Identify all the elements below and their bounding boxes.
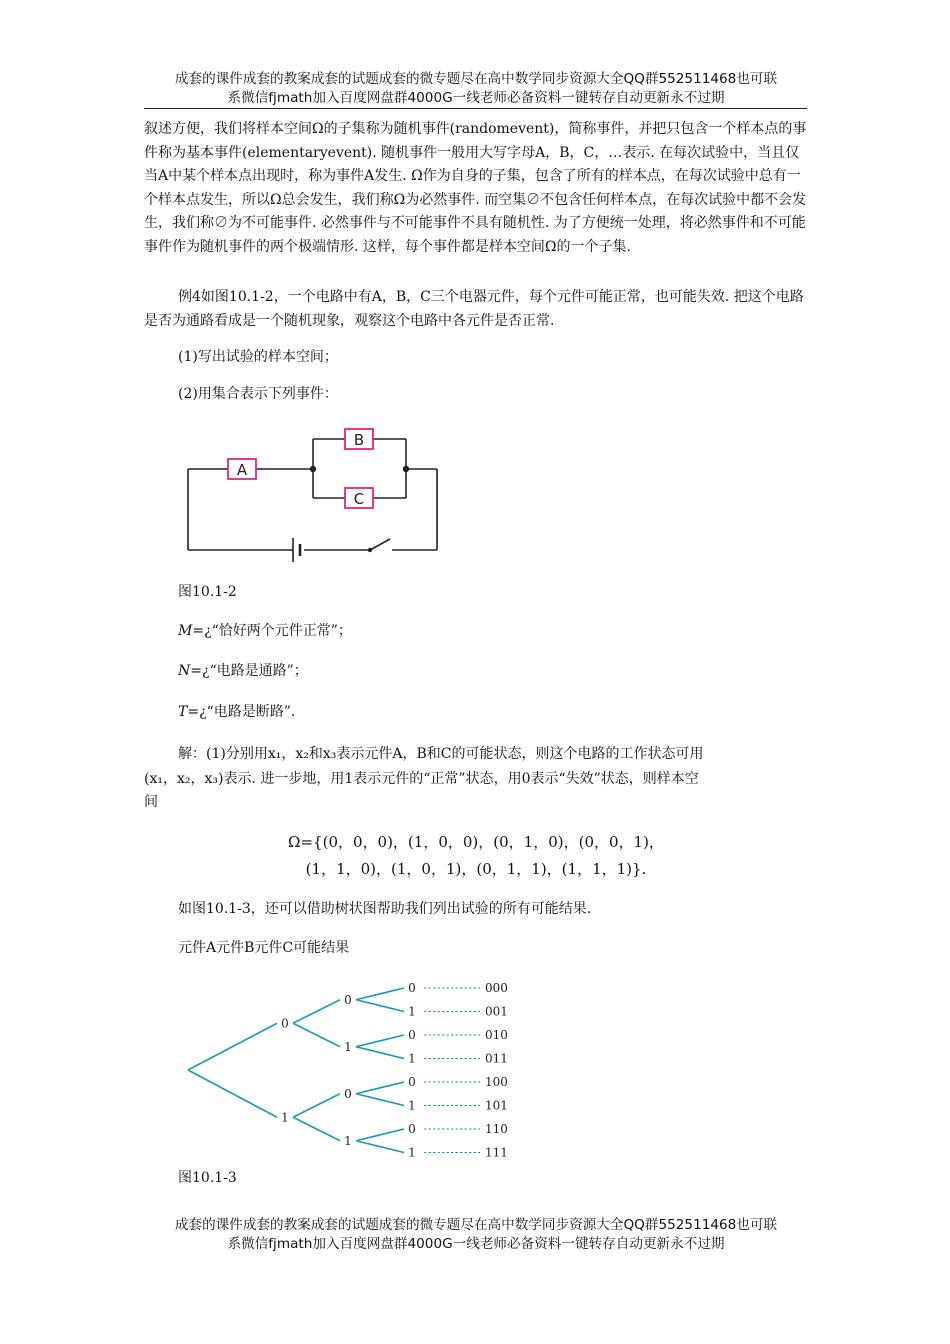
intro-paragraph: 叙述方便，我们将样本空间Ω的子集称为随机事件(randomevent)，简称事件，并把只包含一个样本点的事件称为基本事件(elementaryevent). 随机事件一般用大写字母A，B，C，…表示. 在每次试验中，当且仅当A中某个样本点出现时，称为事件A发生. Ω作为自身的子集，包含了所有的样本点，在每次试验中总有一个样本点发生，所以Ω总会发生，我们称Ω为必然事件. 而空集∅不包含任何样本点，在每次试验中都不会发生，我们称∅为不可能事件. 必然事件与不可能事件不具有随机性. 为了方便统一处理，将必然事件和不可能事件作为随机事件的两个极端情形. 这样，每个事件都是样本空间Ω的一个子集. — [144, 121, 807, 255]
component-a-label: A — [236, 461, 248, 479]
tree-branch-b-c7 — [356, 1141, 404, 1153]
tree-node-c: 0 — [408, 1122, 416, 1136]
tree-node-c: 0 — [408, 981, 416, 995]
event-n — [178, 660, 308, 682]
event-t-var: T — [178, 704, 188, 720]
tree-intro: 如图10.1-3，还可以借助树状图帮助我们列出试验的所有可能结果. — [178, 901, 592, 917]
header-rule — [144, 108, 807, 109]
question-2: (2)用集合表示下列事件： — [178, 386, 338, 402]
tree-branch-root-a0 — [188, 1023, 277, 1070]
component-c — [345, 488, 373, 508]
tree-branch-root-a1 — [188, 1070, 277, 1117]
tree-node-b: 0 — [344, 1086, 352, 1101]
tree-node-c: 0 — [408, 1028, 416, 1042]
tree-branch-b-c3 — [356, 1047, 404, 1059]
circuit-diagram — [180, 425, 450, 565]
tree-result: 011 — [485, 1051, 508, 1066]
tree-branch-b-c0 — [356, 988, 404, 1000]
tree-branch-a-b0 — [293, 1000, 340, 1024]
component-b — [345, 429, 373, 449]
tree-node-c: 1 — [408, 1051, 416, 1066]
question-1: (1)写出试验的样本空间； — [178, 349, 338, 365]
tree-diagram — [180, 975, 520, 1165]
tree-node-b: 0 — [344, 992, 352, 1007]
tree-branch-b-c1 — [356, 1000, 404, 1012]
tree-result: 101 — [485, 1098, 508, 1113]
tree-branch-b-c5 — [356, 1094, 404, 1106]
component-a — [228, 459, 256, 479]
event-t-text: =¿“电路是断路”. — [187, 704, 296, 720]
figure-2-caption: 图10.1-2 — [178, 584, 237, 600]
header-line-1: 成套的课件成套的教案成套的试题成套的微专题尽在高中数学同步资源大全QQ群552511468也可联 — [174, 71, 778, 87]
component-c-label: C — [353, 490, 365, 508]
sample-space-line-1: Ω={(0，0，0)，(1，0，0)，(0，1，0)，(0，0，1)， — [288, 833, 664, 851]
page-footer — [146, 1216, 806, 1254]
tree-node-a: 1 — [281, 1110, 289, 1125]
tree-result: 001 — [485, 1004, 508, 1019]
tree-branch-b-c2 — [356, 1035, 404, 1047]
tree-header: 元件A元件B元件C可能结果 — [178, 940, 350, 956]
sample-space-line-2: (1，1，0)，(1，0，1)，(0，1，1)，(1，1，1)}. — [305, 860, 647, 878]
tree-result: 111 — [485, 1145, 508, 1160]
junction-right — [403, 466, 409, 472]
footer-line-2: 系微信fjmath加入百度网盘群4000G一线老师必备资料一键转存自动更新永不过期 — [227, 1236, 725, 1252]
tree-result: 000 — [485, 981, 508, 995]
component-b-label: B — [353, 431, 365, 449]
tree-branch-b-c4 — [356, 1082, 404, 1094]
event-n-text: =¿“电路是通路”； — [190, 663, 308, 679]
tree-result: 100 — [485, 1075, 508, 1089]
tree-node-c: 0 — [408, 1075, 416, 1089]
tree-branch-a-b3 — [293, 1117, 340, 1141]
page-header — [146, 70, 806, 108]
solution-line-2: (x₁，x₂，x₃)表示. 进一步地，用1表示元件的“正常”状态，用0表示“失效”状态，则样本空 — [144, 771, 699, 787]
event-m-var: M — [178, 623, 193, 639]
event-n-var: N — [178, 663, 191, 679]
tree-node-a: 0 — [281, 1016, 289, 1031]
tree-node-b: 1 — [344, 1039, 352, 1054]
tree-result: 110 — [485, 1122, 508, 1136]
tree-result: 010 — [485, 1028, 508, 1042]
tree-node-c: 1 — [408, 1098, 416, 1113]
switch-pivot — [368, 548, 372, 552]
footer-line-1: 成套的课件成套的教案成套的试题成套的微专题尽在高中数学同步资源大全QQ群552511468也可联 — [174, 1217, 778, 1233]
solution-line-3: 间 — [144, 794, 158, 810]
figure-3-caption: 图10.1-3 — [178, 1170, 237, 1186]
event-t — [178, 701, 295, 723]
example-paragraph: 例4如图10.1-2，一个电路中有A，B，C三个电器元件，每个元件可能正常，也可能失效. 把这个电路是否为通路看成是一个随机现象，观察这个电路中各元件是否正常. — [144, 289, 804, 329]
header-line-2: 系微信fjmath加入百度网盘群4000G一线老师必备资料一键转存自动更新永不过期 — [227, 90, 725, 106]
tree-node-b: 1 — [344, 1133, 352, 1148]
tree-node-c: 1 — [408, 1145, 416, 1160]
event-m — [178, 620, 352, 642]
tree-branch-b-c6 — [356, 1129, 404, 1141]
solution-line-1: 解：(1)分别用x₁，x₂和x₃表示元件A，B和C的可能状态，则这个电路的工作状态可用 — [178, 746, 704, 762]
tree-branch-a-b2 — [293, 1094, 340, 1118]
tree-branch-a-b1 — [293, 1023, 340, 1047]
tree-node-c: 1 — [408, 1004, 416, 1019]
junction-left — [310, 466, 316, 472]
event-m-text: =¿“恰好两个元件正常”； — [192, 623, 352, 639]
